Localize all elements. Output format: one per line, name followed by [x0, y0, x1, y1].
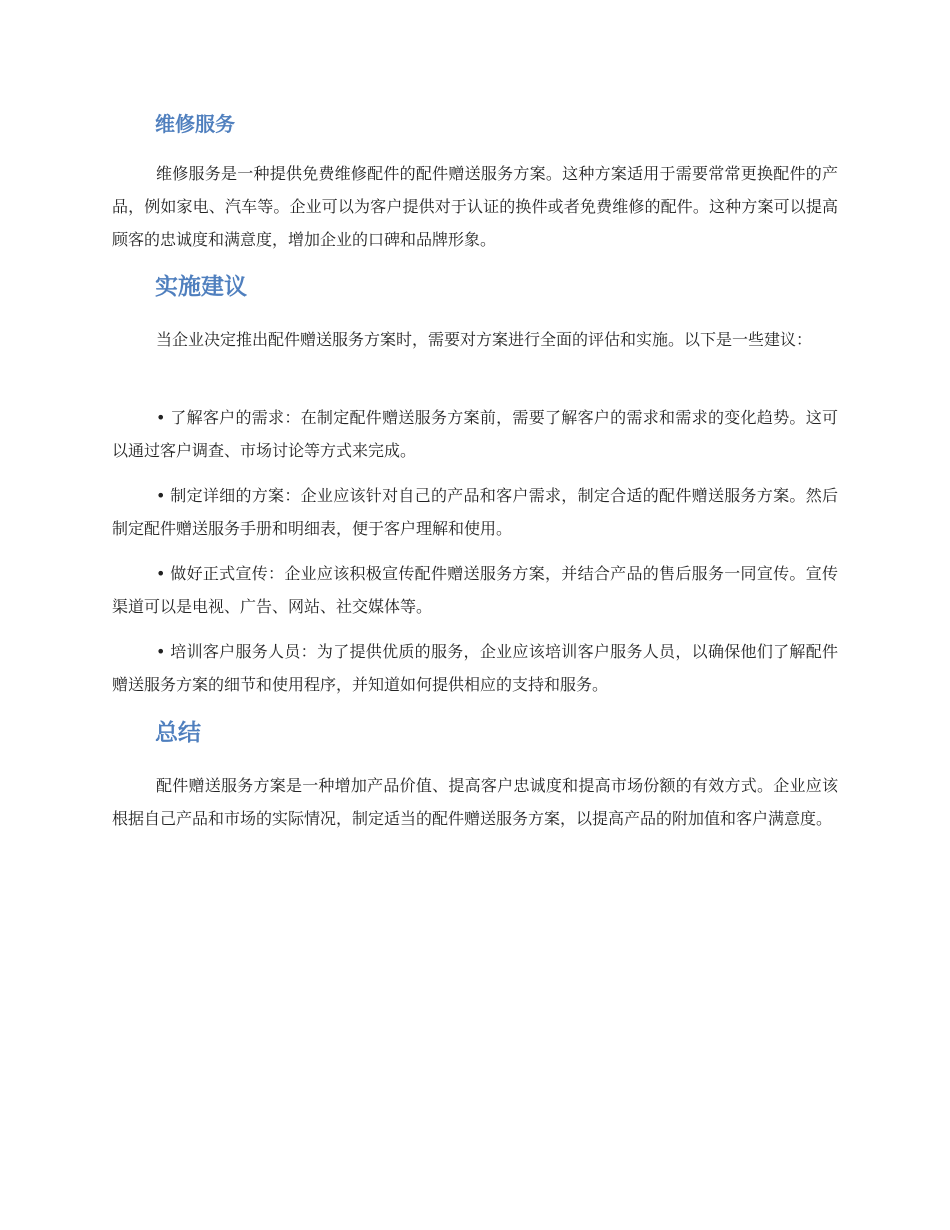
- list-item-text: 培训客户服务人员：为了提供优质的服务，企业应该培训客户服务人员，以确保他们了解配件赠送服务方案的细节和使用程序，并知道如何提供相应的支持和服务。: [112, 642, 838, 694]
- section-body-summary: 配件赠送服务方案是一种增加产品价值、提高客户忠诚度和提高市场份额的有效方式。企业应该根据自己产品和市场的实际情况，制定适当的配件赠送服务方案，以提高产品的附加值和客户满意度。: [112, 776, 838, 828]
- list-item-text: 做好正式宣传：企业应该积极宣传配件赠送服务方案，并结合产品的售后服务一同宣传。宣传渠道可以是电视、广告、网站、社交媒体等。: [112, 564, 838, 616]
- bullet-icon: •: [156, 408, 166, 427]
- list-item: [112, 635, 838, 701]
- section-heading-repair: 维修服务: [155, 112, 235, 136]
- list-item: [112, 479, 838, 545]
- list-item-text: 了解客户的需求：在制定配件赠送服务方案前，需要了解客户的需求和需求的变化趋势。这可以通过客户调查、市场讨论等方式来完成。: [112, 408, 838, 460]
- list-item: [112, 401, 838, 467]
- section-heading-implementation: 实施建议: [155, 274, 247, 300]
- list-item-text: 制定详细的方案：企业应该针对自己的产品和客户需求，制定合适的配件赠送服务方案。然后制定配件赠送服务手册和明细表，便于客户理解和使用。: [112, 486, 838, 538]
- section-body-repair: 维修服务是一种提供免费维修配件的配件赠送服务方案。这种方案适用于需要常常更换配件的产品，例如家电、汽车等。企业可以为客户提供对于认证的换件或者免费维修的配件。这种方案可以提高顾客的忠诚度和满意度，增加企业的口碑和品牌形象。: [112, 164, 838, 249]
- section-intro-implementation: 当企业决定推出配件赠送服务方案时，需要对方案进行全面的评估和实施。以下是一些建议：: [156, 330, 813, 349]
- section-heading-summary: 总结: [155, 720, 201, 746]
- bullet-icon: •: [156, 642, 166, 661]
- list-item: [112, 557, 838, 623]
- bullet-icon: •: [156, 486, 166, 505]
- bullet-icon: •: [156, 564, 166, 583]
